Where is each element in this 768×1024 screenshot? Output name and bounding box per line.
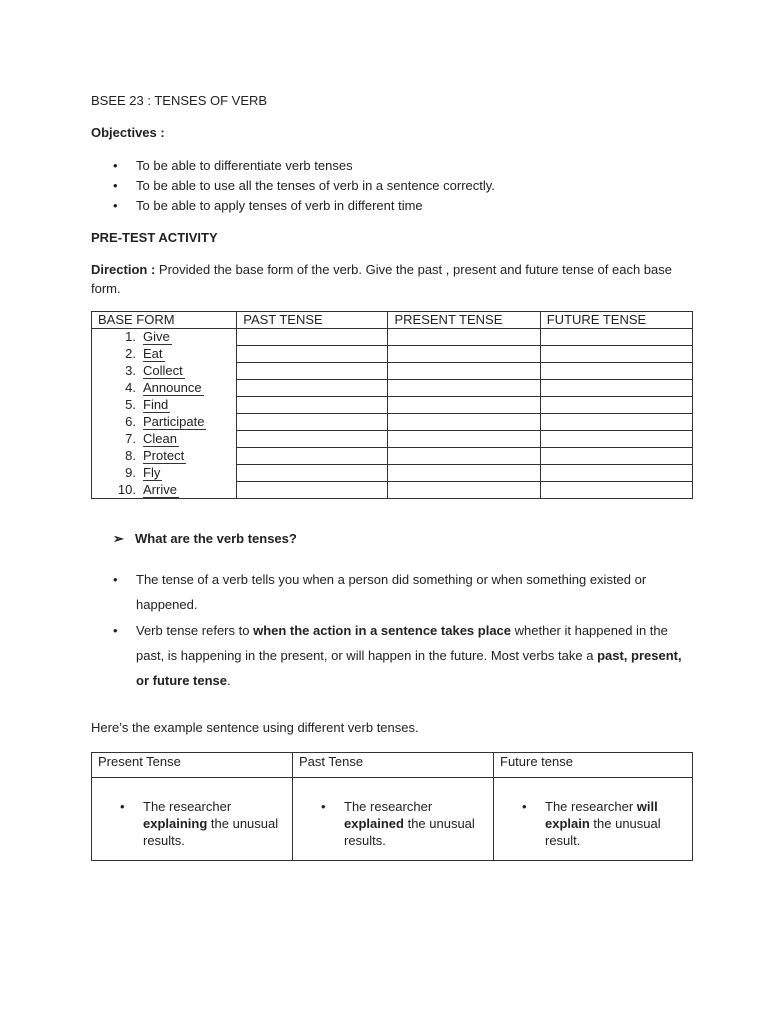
answer-cell[interactable]: [388, 346, 540, 363]
bullet-icon: •: [113, 572, 118, 587]
answer-cell[interactable]: [237, 482, 388, 499]
answer-cell[interactable]: [237, 465, 388, 482]
table-row: 8. Protect: [92, 448, 693, 465]
answer-cell[interactable]: [540, 414, 692, 431]
table-row: 5. Find: [92, 397, 693, 414]
list-item: • To be able to apply tenses of verb in different time: [113, 198, 423, 213]
column-header: PAST TENSE: [237, 312, 388, 329]
bullet-icon: •: [113, 198, 118, 213]
column-header: Present Tense: [92, 753, 293, 778]
example-cell-present: • The researcher explaining the unusual results.: [92, 778, 293, 861]
objectives-list: [91, 157, 495, 217]
answer-cell[interactable]: [540, 346, 692, 363]
list-item: • To be able to use all the tenses of verb in a sentence correctly.: [113, 178, 495, 193]
answer-cell[interactable]: [237, 431, 388, 448]
arrow-bullet-icon: ➢: [113, 531, 124, 546]
document-page: BSEE 23 : TENSES OF VERB Objectives : • To be able to differentiate verb tenses • To be able to use all the tenses of verb in a sentence correctly. • To be able to apply tenses of verb in different time PRE-TEST ACTIVITY Direction : Provided the base form of the verb. Give the past , present and future tense of each base form. BASE FORM PAST TENSE PRESENT TENSE FUTURE TENSE 1. Give 2. Eat 3. Collect 4. Announce 5. Find 6. Participate 7. Clean 8. Protect 9. Fly 10. Arrive ➢ What are the verb tenses? • The tense of a verb tells you when a person did something or when something existed or happened. • Verb tense refers to when the action in a sentence takes place whether it happened in the past, is happening in the present, or will happen in the future. Most verbs take a past, present, or future tense. Here’s the example sentence using different verb tenses. Present Tense Past Tense Future tense • The researcher explaining the unusual results. • The researcher explained the unusual results. • The researcher will explain the unusual result.: [0, 0, 768, 1024]
bullet-icon: •: [113, 158, 118, 173]
answer-cell[interactable]: [237, 414, 388, 431]
answer-cell[interactable]: [237, 448, 388, 465]
pretest-heading: PRE-TEST ACTIVITY: [91, 230, 218, 245]
bullet-icon: •: [113, 623, 118, 638]
base-form-word: Clean: [143, 430, 177, 446]
example-intro: Here’s the example sentence using different verb tenses.: [91, 720, 419, 735]
answer-cell[interactable]: [237, 346, 388, 363]
base-form-word: Fly: [143, 464, 161, 480]
answer-cell[interactable]: [388, 482, 540, 499]
example-table: [91, 752, 693, 861]
table-row: 2. Eat: [92, 346, 693, 363]
base-form-word: Announce: [143, 379, 202, 395]
column-header: Future tense: [494, 753, 693, 778]
example-cell-future: • The researcher will explain the unusual result.: [494, 778, 693, 861]
answer-cell[interactable]: [388, 448, 540, 465]
document-title: BSEE 23 : TENSES OF VERB: [91, 93, 268, 108]
answer-cell[interactable]: [237, 380, 388, 397]
explanation-bullet: • Verb tense refers to when the action in a sentence takes place whether it happened in the past, is happening in the present, or will happen in the future. Most verbs take a past, present, or future tense.: [91, 618, 691, 693]
bullet-icon: •: [321, 799, 326, 814]
answer-cell[interactable]: [388, 329, 540, 346]
base-form-word: Collect: [143, 362, 183, 378]
table-row: 6. Participate: [92, 414, 693, 431]
answer-cell[interactable]: [388, 380, 540, 397]
table-row: 10. Arrive: [92, 482, 693, 499]
column-header: PRESENT TENSE: [388, 312, 540, 329]
answer-cell[interactable]: [388, 431, 540, 448]
answer-cell[interactable]: [540, 448, 692, 465]
bullet-icon: •: [113, 178, 118, 193]
column-header: BASE FORM: [92, 312, 237, 329]
base-form-word: Give: [143, 329, 170, 344]
answer-cell[interactable]: [237, 363, 388, 380]
answer-cell[interactable]: [540, 363, 692, 380]
bullet-icon: •: [120, 799, 125, 814]
bullet-icon: •: [522, 799, 527, 814]
direction-text: Direction : Provided the base form of the verb. Give the past , present and future tense of each base form.: [91, 262, 672, 296]
table-row: 3. Collect: [92, 363, 693, 380]
table-row: 1. Give: [92, 329, 693, 346]
example-cell-past: • The researcher explained the unusual results.: [293, 778, 494, 861]
answer-cell[interactable]: [237, 329, 388, 346]
answer-cell[interactable]: [388, 465, 540, 482]
base-form-word: Eat: [143, 345, 163, 361]
base-form-word: Find: [143, 396, 169, 412]
column-header: FUTURE TENSE: [540, 312, 692, 329]
table-row: 7. Clean: [92, 431, 693, 448]
table-row: 9. Fly: [92, 465, 693, 482]
answer-cell[interactable]: [540, 397, 692, 414]
explanation-bullet: • The tense of a verb tells you when a person did something or when something existed or happened.: [91, 567, 691, 617]
answer-cell[interactable]: [540, 431, 692, 448]
answer-cell[interactable]: [388, 414, 540, 431]
answer-cell[interactable]: [540, 380, 692, 397]
list-item: • To be able to differentiate verb tenses: [113, 158, 353, 173]
base-form-word: Arrive: [143, 481, 177, 497]
base-form-word: Participate: [143, 413, 205, 429]
column-header: Past Tense: [293, 753, 494, 778]
answer-cell[interactable]: [540, 465, 692, 482]
answer-cell[interactable]: [388, 363, 540, 380]
table-row: [92, 778, 693, 861]
answer-cell[interactable]: [388, 397, 540, 414]
answer-cell[interactable]: [540, 329, 692, 346]
pretest-table: [91, 311, 693, 499]
objectives-heading: Objectives :: [91, 125, 165, 140]
answer-cell[interactable]: [237, 397, 388, 414]
base-form-word: Protect: [143, 447, 185, 463]
answer-cell[interactable]: [540, 482, 692, 499]
table-row: 4. Announce: [92, 380, 693, 397]
